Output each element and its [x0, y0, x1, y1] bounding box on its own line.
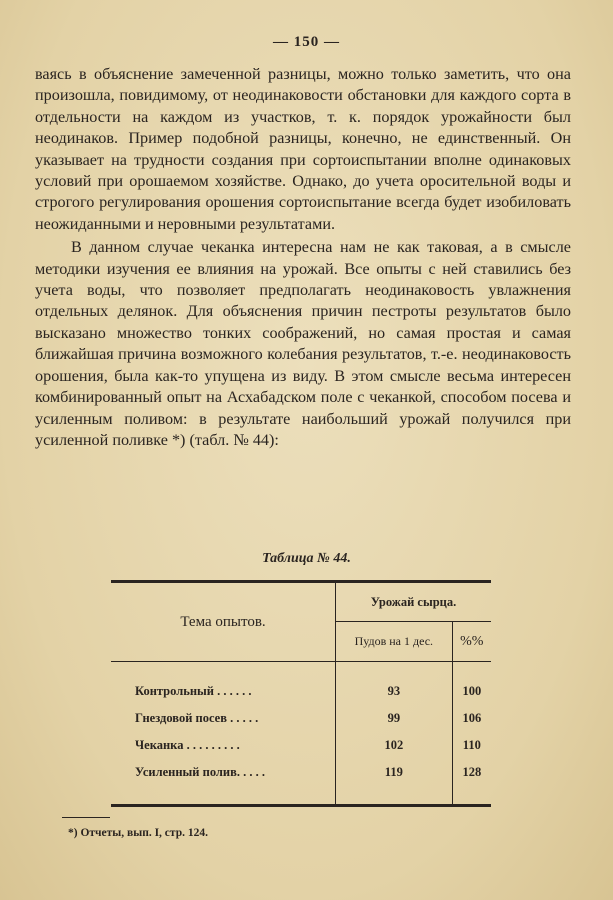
table-row [111, 705, 491, 732]
yield-table [111, 580, 491, 807]
row-percent: 106 [462, 711, 482, 725]
row-percent: 128 [462, 765, 482, 779]
paragraph-1: ваясь в объяснение замеченной разницы, можно только заметить, что она произошла, повидимому, от неодинаковости обстановки для каждого сорта в отдельности на каждом из участков, т. к. порядок урожайности был неодинаков. Пример подобной разницы, конечно, не единственный. Он указывает на трудности создания при сортоиспытании вполне одинаковых условий при орошаемом хозяйстве. Однако, до учета оросительной воды и строгого регулирования орошения сортоиспытание всегда будет изобиловать неожиданными и неровными результатами. [35, 65, 571, 233]
row-poods: 119 [336, 759, 453, 806]
footnote: *) Отчеты, вып. I, стр. 124. [68, 827, 208, 839]
table-row [111, 759, 491, 806]
row-percent: 100 [462, 684, 482, 698]
header-poods: Пудов на 1 дес. [336, 622, 453, 662]
row-percent: 110 [462, 738, 481, 752]
header-percent: %% [452, 622, 491, 662]
body-text [35, 64, 571, 451]
row-name: Чеканка . . . . . . . . . [111, 732, 336, 759]
table-row [111, 662, 491, 706]
table-row [111, 732, 491, 759]
row-poods: 93 [336, 662, 453, 706]
row-poods: 102 [336, 732, 453, 759]
paragraph-2: В данном случае чеканка интересна нам не как таковая, а в смысле методики изучения ее влияния на урожай. Все опыты с ней ставились без учета воды, что позволяет предполагать неодинаковость увлажнения отдельных делянок. Для объяснения причин пестроты результатов было высказано множество тонких соображений, но самая простая и самая ближайшая причина возможного колебания результатов, т.-е. неодинаковость орошения, была как-то упущена из виду. В этом смысле весьма интересен комбинированный опыт на Асхабадском поле с чеканкой, способом посева и усиленным поливом: в результате наибольший урожай получился при усиленной поливке *) (табл. № 44): [35, 238, 571, 449]
footnote-divider [62, 817, 110, 818]
table-caption: Таблица № 44. [262, 551, 351, 566]
row-name: Контрольный . . . . . . [111, 662, 336, 706]
row-name: Гнездовой посев . . . . . [111, 705, 336, 732]
header-yield: Урожай сырца. [336, 582, 492, 622]
header-topic: Тема опытов. [111, 582, 336, 662]
row-name: Усиленный полив. . . . . [111, 759, 336, 806]
page-number: — 150 — [273, 34, 340, 50]
row-poods: 99 [336, 705, 453, 732]
